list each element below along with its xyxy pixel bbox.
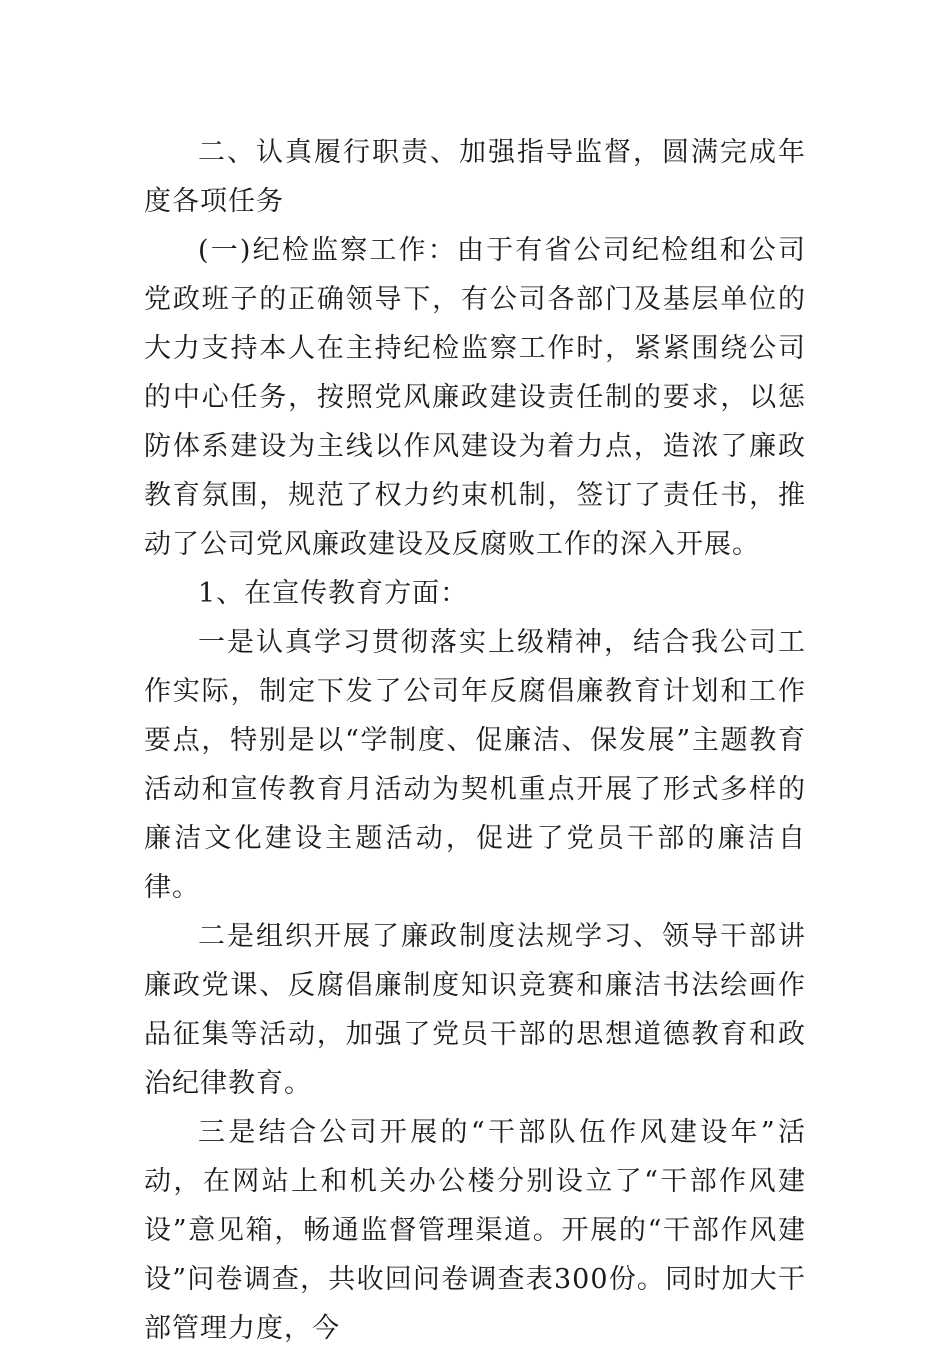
paragraph-discipline-inspection: (一)纪检监察工作：由于有省公司纪检组和公司党政班子的正确领导下，有公司各部门及基层单位的大力支持本人在主持纪检监察工作时，紧紧围绕公司的中心任务，按照党风廉政建设责任制的要求，以惩防体系建设为主线以作风建设为着力点，造浓了廉政教育氛围，规范了权力约束机制，签订了责任书，推动了公司党风廉政建设及反腐败工作的深入开展。 — [144, 235, 806, 560]
subheading-publicity-education: 1、在宣传教育方面： — [198, 578, 469, 609]
paragraph-point-two: 二是组织开展了廉政制度法规学习、领导干部讲廉政党课、反腐倡廉制度知识竞赛和廉洁书法绘画作品征集等活动，加强了党员干部的思想道德教育和政治纪律教育。 — [144, 921, 806, 1099]
section-heading: 二、认真履行职责、加强指导监督，圆满完成年度各项任务 — [144, 137, 806, 217]
document-body — [144, 128, 806, 1353]
paragraph-point-one: 一是认真学习贯彻落实上级精神，结合我公司工作实际，制定下发了公司年反腐倡廉教育计划和工作要点，特别是以“学制度、促廉洁、保发展”主题教育活动和宣传教育月活动为契机重点开展了形式多样的廉洁文化建设主题活动，促进了党员干部的廉洁自律。 — [144, 627, 806, 903]
paragraph-point-three: 三是结合公司开展的“干部队伍作风建设年”活动，在网站上和机关办公楼分别设立了“干部作风建设”意见箱，畅通监督管理渠道。开展的“干部作风建设”问卷调查，共收回问卷调查表300份。同时加大干部管理力度，今 — [144, 1117, 806, 1344]
